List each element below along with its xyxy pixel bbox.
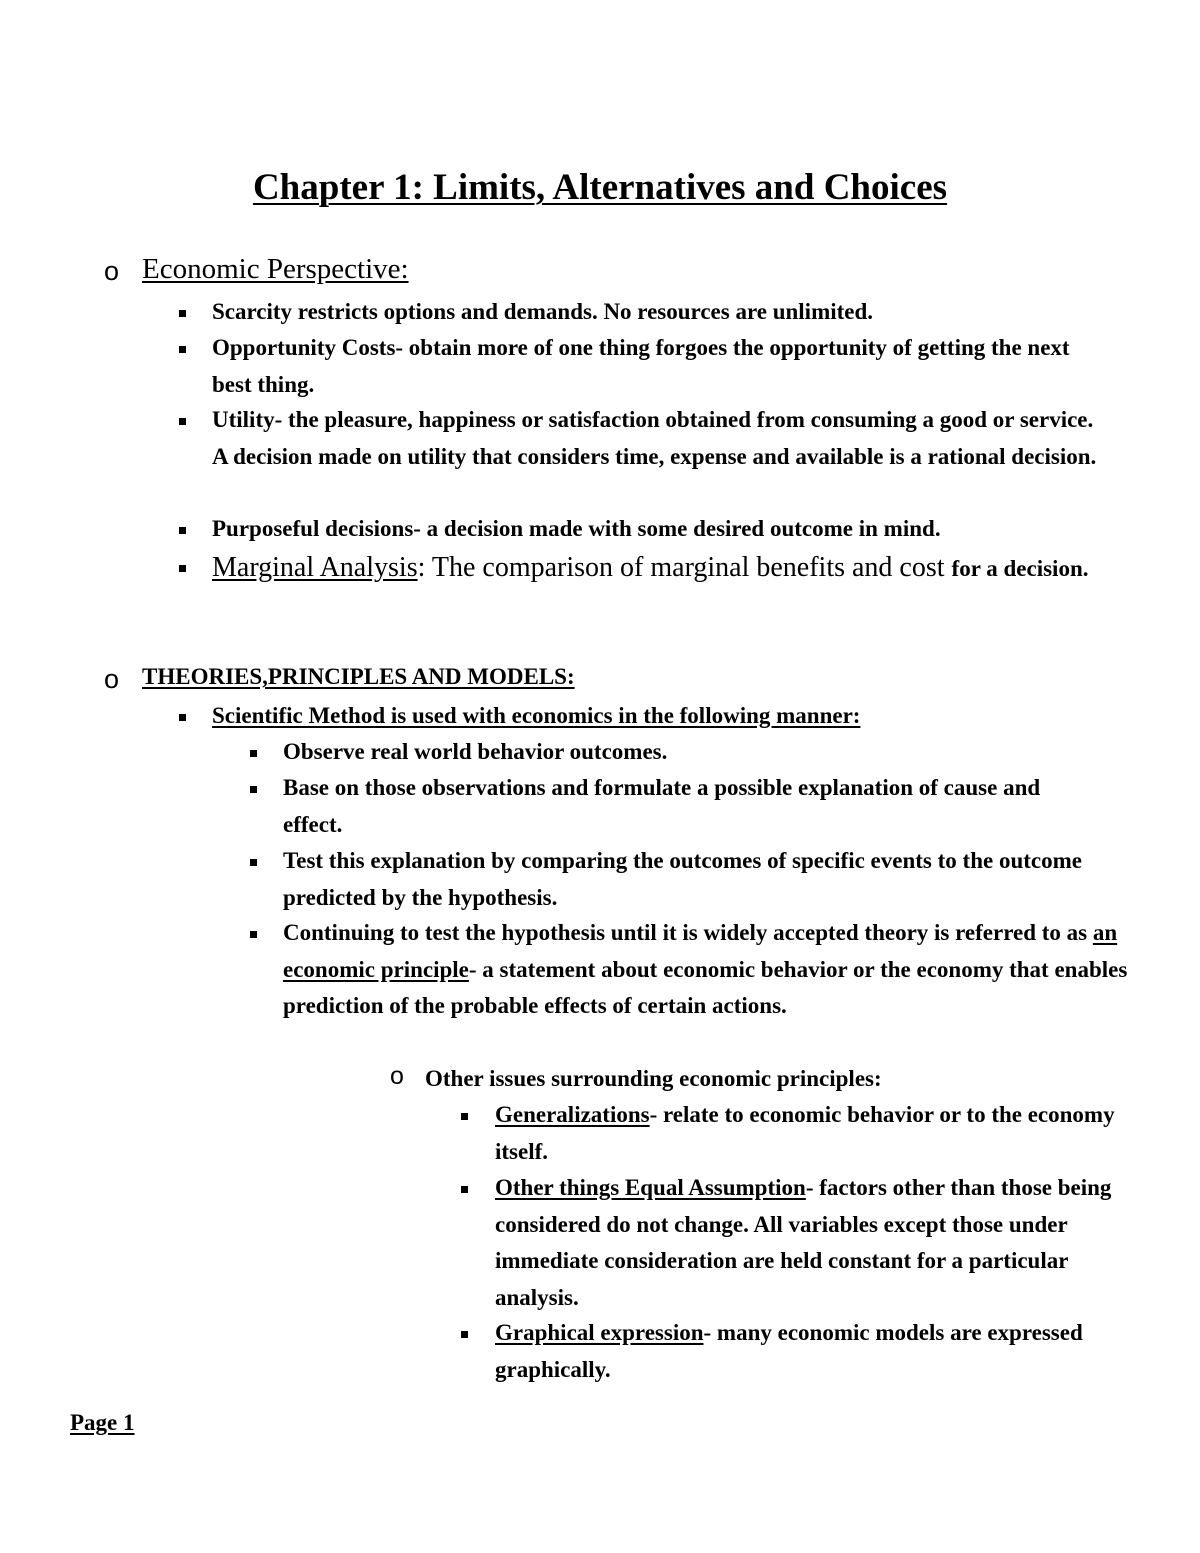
square-bullet-icon: [179, 418, 186, 425]
section-heading-theories: THEORIES,PRINCIPLES AND MODELS:: [142, 664, 575, 689]
marginal-analysis-tail: for a decision.: [951, 556, 1089, 581]
square-bullet-icon: [250, 750, 257, 757]
term-other-things-equal: Other things Equal Assumption: [495, 1175, 806, 1200]
square-bullet-icon: [250, 859, 257, 866]
other-things-equal-description: - factors other than those being considered do not change. All variables except those under immediate consideration are held constant for a particular analysis.: [495, 1175, 1112, 1310]
square-bullet-icon: [179, 346, 186, 353]
term-economic-principle: an economic principle: [283, 920, 1118, 982]
marginal-analysis-description: The comparison of marginal benefits and cost: [425, 552, 952, 583]
square-bullet-icon: [461, 1331, 468, 1338]
list-item-utility: Utility- the pleasure, happiness or satisfaction obtained from consuming a good or service. A decision made on utility that considers time, expense and available is a rational decision.: [212, 407, 1097, 469]
list-item-scientific-method: Scientific Method is used with economics in the following manner:: [212, 703, 861, 728]
term-marginal-analysis: Marginal Analysis: [212, 552, 418, 583]
square-bullet-icon: [461, 1186, 468, 1193]
step-continue-post: - a statement about economic behavior or the economy that enables prediction of the probable effects of certain actions.: [283, 956, 1128, 1018]
square-bullet-icon: [179, 310, 186, 317]
issue-graphical-expression: [495, 1315, 1115, 1388]
other-issues-heading: Other issues surrounding economic principles:: [425, 1066, 882, 1091]
list-item-opportunity-costs: Opportunity Costs- obtain more of one thing forgoes the opportunity of getting the next best thing.: [212, 335, 1070, 397]
list-item-marginal-analysis: [212, 548, 1142, 589]
square-bullet-icon: [461, 1113, 468, 1120]
square-bullet-icon: [250, 786, 257, 793]
issue-generalizations: [495, 1097, 1145, 1170]
square-bullet-icon: [179, 565, 186, 572]
graphical-expression-description: - many economic models are expressed graphically.: [495, 1320, 1083, 1382]
section-heading-economic-perspective: Economic Perspective:: [142, 253, 409, 285]
page-title: Chapter 1: Limits, Alternatives and Choices: [252, 167, 948, 208]
page-number: Page 1: [70, 1410, 135, 1435]
list-item-scarcity: Scarcity restricts options and demands. No resources are unlimited.: [212, 299, 874, 324]
step-continue: [283, 915, 1133, 1025]
issue-other-things-equal: [495, 1170, 1125, 1316]
square-bullet-icon: [179, 527, 186, 534]
circle-bullet-icon: o: [390, 1062, 404, 1090]
term-graphical-expression: Graphical expression: [495, 1320, 704, 1345]
square-bullet-icon: [179, 714, 186, 721]
step-test: Test this explanation by comparing the outcomes of specific events to the outcome predicted by the hypothesis.: [283, 848, 1082, 910]
generalizations-description: - relate to economic behavior or to the economy itself.: [495, 1102, 1115, 1164]
step-observe: Observe real world behavior outcomes.: [283, 739, 668, 764]
list-item-purposeful-decisions: Purposeful decisions- a decision made with some desired outcome in mind.: [212, 516, 941, 541]
step-continue-pre: Continuing to test the hypothesis until it is widely accepted theory is referred to as: [283, 920, 1093, 945]
step-formulate: Base on those observations and formulate a possible explanation of cause and effect.: [283, 775, 1041, 837]
square-bullet-icon: [250, 931, 257, 938]
term-colon: :: [417, 552, 426, 583]
circle-bullet-icon: o: [104, 256, 120, 286]
term-generalizations: Generalizations: [495, 1102, 650, 1127]
circle-bullet-icon: o: [104, 664, 120, 694]
